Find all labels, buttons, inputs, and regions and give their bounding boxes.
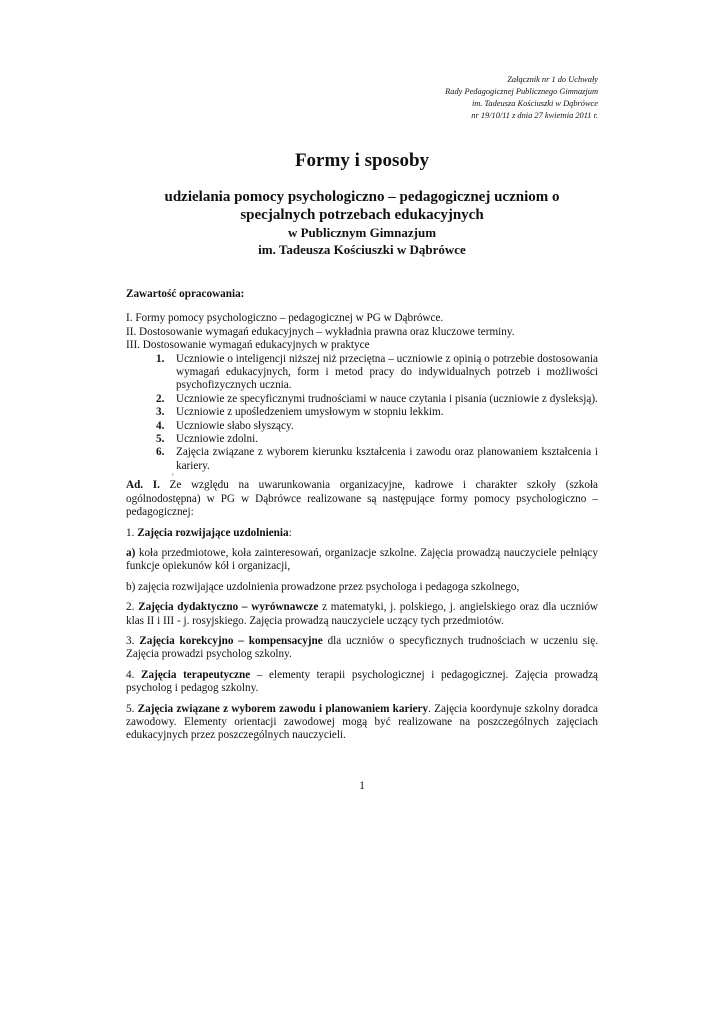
form-text: dla uczniów o specyficznych trudnościach w uczeniu się. Zajęcia prowadzi psycholog szkolny. <box>126 634 599 661</box>
ad1-paragraph <box>126 479 598 519</box>
subitem-text: Zajęcia związane z wyborem kierunku kształcenia i zawodu oraz planowaniem kształcenia i kariery. <box>176 446 598 472</box>
subitem-text: Uczniowie o inteligencji niższej niż przeciętna – uczniowie z opinią o potrzebie dostosowania wymagań edukacyjnych, form i metod pracy do indywidualnych potrzeb i możliwości psychofizycznych ucznia. <box>176 352 598 392</box>
subtitle-line: specjalnych potrzebach edukacyjnych <box>240 207 484 223</box>
attachment-note-line: nr 19/10/11 z dnia 27 kwietnia 2011 r. <box>471 111 598 120</box>
subtitle-line: udzielania pomocy psychologiczno – pedagogicznej uczniom o <box>164 189 560 205</box>
form-number: 5. <box>126 702 138 715</box>
form-number: 1. <box>126 526 138 539</box>
contents-sublist <box>126 353 598 474</box>
attachment-note-line: Rady Pedagogicznej Publicznego Gimnazjum <box>445 87 598 96</box>
form-title: Zajęcia korekcyjno – kompensacyjne <box>139 634 323 647</box>
subitem-text: Uczniowie ze specyficznymi trudnościami w nauce czytania i pisania (uczniowie z dysleksją). <box>176 392 598 405</box>
subitem-text: Uczniowie z upośledzeniem umysłowym w stopniu lekkim. <box>176 406 444 419</box>
subitem-text: Uczniowie słabo słyszący. <box>176 419 294 432</box>
form-number: 4. <box>126 668 142 681</box>
form-item-3 <box>126 635 598 662</box>
contents-subitem <box>156 433 598 446</box>
form-number: 2. <box>126 601 139 614</box>
form-text: . Zajęcia koordynuje szkolny doradca zawodowy. Elementy orientacji zawodowej mogą być realizowane na poszczególnych zajęciach edukacyjnych przez poszczególnych nauczycieli. <box>126 702 599 742</box>
subitem-number: 4. <box>156 419 165 432</box>
page-number: 1 <box>359 780 365 792</box>
contents-subitem <box>156 406 598 419</box>
form-item-1 <box>126 527 598 540</box>
document-subtitle <box>130 188 594 258</box>
form-suffix: : <box>288 526 292 539</box>
form-title: Zajęcia rozwijające uzdolnienia <box>137 526 289 539</box>
contents-item: III. Dostosowanie wymagań edukacyjnych w praktyce <box>126 339 370 352</box>
subitem-number: 5. <box>156 433 165 446</box>
form-item-1b: b) zajęcia rozwijające uzdolnienia prowadzone przez psychologa i pedagoga szkolnego, <box>126 580 520 593</box>
form-sub-label: a) <box>126 546 136 559</box>
form-item-4 <box>126 669 598 696</box>
attachment-note-line: im. Tadeusza Kościuszki w Dąbrówce <box>471 99 598 108</box>
attachment-note-line: Załącznik nr 1 do Uchwały <box>507 75 598 84</box>
document-title: Formy i sposoby <box>294 150 430 171</box>
form-item-1a <box>126 547 598 574</box>
subitem-number: 3. <box>156 406 165 419</box>
contents-subitem <box>156 353 598 393</box>
subtitle-line: w Publicznym Gimnazjum <box>287 225 437 240</box>
ad1-text: Ze względu na uwarunkowania organizacyjne, kadrowe i charakter szkoły (szkoła ogólnodostępna) w PG w Dąbrówce realizowane są następujące formy pomocy psychologiczno – pedagogicznej: <box>126 479 599 519</box>
ad1-label: Ad. I. <box>126 479 160 492</box>
contents-subitem <box>156 446 598 473</box>
form-sub-text: koła przedmiotowe, koła zainteresowań, organizacje szkolne. Zajęcia prowadzą nauczyciele pełniący funkcje opiekunów kół i organizacji, <box>126 546 598 573</box>
subtitle-line: im. Tadeusza Kościuszki w Dąbrówce <box>258 242 466 257</box>
contents-list <box>126 312 598 479</box>
subitem-text: Uczniowie zdolni. <box>176 433 259 446</box>
contents-item: II. Dostosowanie wymagań edukacyjnych – wykładnia prawna oraz kluczowe terminy. <box>126 325 515 338</box>
document-body <box>126 288 598 743</box>
contents-subitem <box>156 393 598 406</box>
form-item-5 <box>126 703 598 743</box>
form-item-2 <box>126 601 598 628</box>
form-title: Zajęcia związane z wyborem zawodu i planowaniem kariery <box>137 702 429 715</box>
subitem-number: 1. <box>156 352 165 365</box>
contents-heading: Zawartość opracowania: <box>126 288 245 300</box>
form-title: Zajęcia terapeutyczne <box>141 668 251 681</box>
contents-item: I. Formy pomocy psychologiczno – pedagogicznej w PG w Dąbrówce. <box>126 312 444 325</box>
form-text: – elementy terapii psychologicznej i pedagogicznej. Zajęcia prowadzą psycholog i pedagog szkolny. <box>126 668 599 695</box>
form-number: 3. <box>126 634 140 647</box>
form-text: z matematyki, j. polskiego, j. angielskiego oraz dla uczniów klas II i III - j. rosyjskiego. Zajęcia prowadzą nauczyciele uczący tych przedmiotów. <box>126 601 598 627</box>
attachment-note <box>445 74 598 122</box>
subitem-number: 6. <box>156 446 165 459</box>
footnote-mark: ¹ <box>172 473 174 480</box>
subitem-number: 2. <box>156 392 165 405</box>
contents-subitem <box>156 420 598 433</box>
form-title: Zajęcia dydaktyczno – wyrównawcze <box>138 601 319 614</box>
